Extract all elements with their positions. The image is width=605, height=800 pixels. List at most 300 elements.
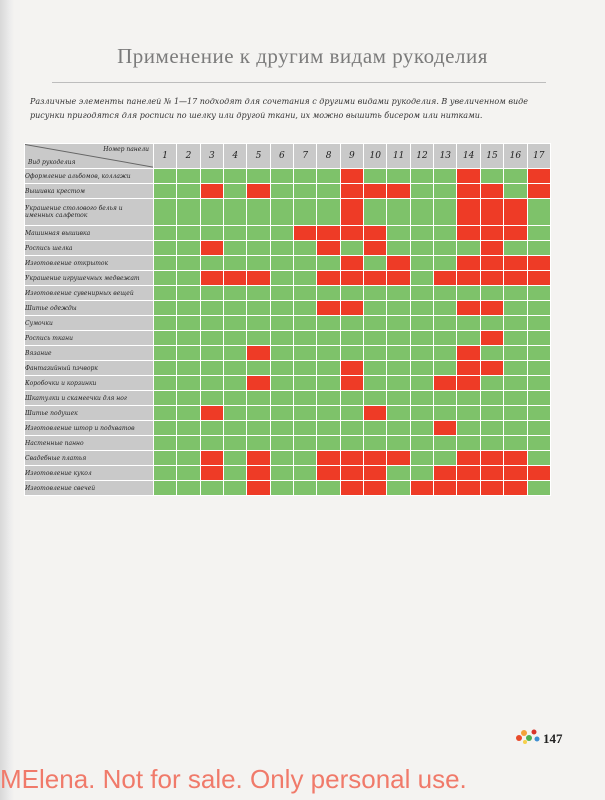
cell-suitable xyxy=(270,301,293,316)
cell-suitable xyxy=(177,481,200,496)
column-header-panel-10: 10 xyxy=(364,144,387,169)
cell-recommended xyxy=(457,226,480,241)
cell-recommended xyxy=(340,481,363,496)
cell-suitable xyxy=(294,256,317,271)
cell-suitable xyxy=(270,169,293,184)
cell-suitable xyxy=(270,271,293,286)
cell-suitable xyxy=(410,451,433,466)
cell-suitable xyxy=(410,421,433,436)
cell-suitable xyxy=(387,346,410,361)
cell-suitable xyxy=(154,346,177,361)
table-row xyxy=(25,376,551,391)
cell-suitable xyxy=(177,199,200,226)
cell-recommended xyxy=(364,451,387,466)
cell-suitable xyxy=(154,184,177,199)
cell-recommended xyxy=(457,169,480,184)
cell-suitable xyxy=(364,391,387,406)
cell-recommended xyxy=(504,199,527,226)
cell-recommended xyxy=(527,271,551,286)
cell-suitable xyxy=(294,241,317,256)
cell-suitable xyxy=(387,466,410,481)
cell-suitable xyxy=(177,391,200,406)
cell-suitable xyxy=(480,346,503,361)
cell-suitable xyxy=(200,316,223,331)
table-row xyxy=(25,169,551,184)
cell-suitable xyxy=(224,391,247,406)
cell-recommended xyxy=(364,226,387,241)
intro-text: Различные элементы панелей № 1—17 подходят для сочетания с другими видами рукоделия. В увеличенном виде рисунки пригодятся для росписи по шелку или другой ткани, их можно вышить бисером или нитками. xyxy=(30,97,528,120)
row-label: Шкатулки и скамеечки для ног xyxy=(25,391,154,406)
cell-suitable xyxy=(177,466,200,481)
cell-suitable xyxy=(200,421,223,436)
cell-suitable xyxy=(270,316,293,331)
cell-recommended xyxy=(434,376,457,391)
row-label: Изготовление открыток xyxy=(25,256,154,271)
cell-suitable xyxy=(177,256,200,271)
cell-recommended xyxy=(340,184,363,199)
cell-suitable xyxy=(410,466,433,481)
cell-suitable xyxy=(457,286,480,301)
cell-suitable xyxy=(340,391,363,406)
cell-suitable xyxy=(224,361,247,376)
cell-suitable xyxy=(364,361,387,376)
cell-suitable xyxy=(270,241,293,256)
cell-recommended xyxy=(224,271,247,286)
table-row xyxy=(25,301,551,316)
cell-suitable xyxy=(480,169,503,184)
column-header-panel-5: 5 xyxy=(247,144,270,169)
cell-recommended xyxy=(480,271,503,286)
cell-recommended xyxy=(340,226,363,241)
row-label: Машинная вышивка xyxy=(25,226,154,241)
cell-suitable xyxy=(270,361,293,376)
column-header-panel-1: 1 xyxy=(154,144,177,169)
cell-suitable xyxy=(317,184,340,199)
cell-suitable xyxy=(364,346,387,361)
cell-recommended xyxy=(364,184,387,199)
cell-suitable xyxy=(224,184,247,199)
cell-suitable xyxy=(387,301,410,316)
cell-suitable xyxy=(527,406,551,421)
cell-suitable xyxy=(527,346,551,361)
cell-suitable xyxy=(387,361,410,376)
cell-suitable xyxy=(410,391,433,406)
column-header-panel-17: 17 xyxy=(527,144,551,169)
column-header-panel-7: 7 xyxy=(294,144,317,169)
cell-suitable xyxy=(317,391,340,406)
cell-recommended xyxy=(457,346,480,361)
cell-suitable xyxy=(387,331,410,346)
cell-suitable xyxy=(200,199,223,226)
cell-suitable xyxy=(270,436,293,451)
cell-recommended xyxy=(200,451,223,466)
cell-recommended xyxy=(480,199,503,226)
cell-suitable xyxy=(387,226,410,241)
cell-recommended xyxy=(457,199,480,226)
cell-suitable xyxy=(294,316,317,331)
needlework-compatibility-table xyxy=(24,143,551,496)
cell-recommended xyxy=(480,301,503,316)
cell-recommended xyxy=(457,451,480,466)
table-row xyxy=(25,391,551,406)
cell-recommended xyxy=(504,451,527,466)
cell-suitable xyxy=(410,286,433,301)
cell-suitable xyxy=(270,391,293,406)
cell-suitable xyxy=(177,301,200,316)
cell-suitable xyxy=(270,406,293,421)
cell-suitable xyxy=(270,226,293,241)
cell-suitable xyxy=(340,286,363,301)
row-label: Оформление альбомов, коллажи xyxy=(25,169,154,184)
cell-suitable xyxy=(200,346,223,361)
column-header-panel-13: 13 xyxy=(434,144,457,169)
cell-suitable xyxy=(247,226,270,241)
cell-suitable xyxy=(387,436,410,451)
cell-recommended xyxy=(527,169,551,184)
cell-suitable xyxy=(457,316,480,331)
cell-suitable xyxy=(154,256,177,271)
cell-recommended xyxy=(434,481,457,496)
cell-suitable xyxy=(294,331,317,346)
cell-suitable xyxy=(154,301,177,316)
cell-recommended xyxy=(434,271,457,286)
cell-suitable xyxy=(317,256,340,271)
row-label: Настенные панно xyxy=(25,436,154,451)
table-row xyxy=(25,436,551,451)
cell-recommended xyxy=(457,376,480,391)
cell-suitable xyxy=(387,421,410,436)
row-label: Вязание xyxy=(25,346,154,361)
cell-recommended xyxy=(247,346,270,361)
cell-recommended xyxy=(480,361,503,376)
table-row xyxy=(25,256,551,271)
cell-suitable xyxy=(200,361,223,376)
corner-label-craft-type: Вид рукоделия xyxy=(28,159,76,166)
table-corner xyxy=(25,144,154,169)
cell-suitable xyxy=(504,436,527,451)
cell-suitable xyxy=(527,436,551,451)
cell-suitable xyxy=(224,331,247,346)
cell-recommended xyxy=(457,271,480,286)
cell-suitable xyxy=(177,226,200,241)
cell-suitable xyxy=(504,346,527,361)
cell-suitable xyxy=(154,481,177,496)
cell-recommended xyxy=(200,184,223,199)
table-row xyxy=(25,406,551,421)
cell-suitable xyxy=(270,184,293,199)
cell-suitable xyxy=(457,241,480,256)
cell-suitable xyxy=(200,376,223,391)
cell-suitable xyxy=(294,184,317,199)
cell-recommended xyxy=(434,421,457,436)
cell-suitable xyxy=(457,391,480,406)
cell-suitable xyxy=(294,451,317,466)
cell-recommended xyxy=(294,226,317,241)
cell-suitable xyxy=(480,391,503,406)
cell-recommended xyxy=(364,271,387,286)
cell-suitable xyxy=(270,286,293,301)
cell-suitable xyxy=(480,406,503,421)
cell-suitable xyxy=(504,391,527,406)
cell-recommended xyxy=(200,466,223,481)
cell-suitable xyxy=(177,331,200,346)
cell-recommended xyxy=(364,466,387,481)
cell-suitable xyxy=(224,406,247,421)
cell-suitable xyxy=(200,226,223,241)
cell-suitable xyxy=(224,421,247,436)
cell-suitable xyxy=(480,316,503,331)
table-row xyxy=(25,316,551,331)
column-header-panel-8: 8 xyxy=(317,144,340,169)
row-label: Изготовление кукол xyxy=(25,466,154,481)
cell-recommended xyxy=(247,271,270,286)
cell-suitable xyxy=(224,241,247,256)
cell-suitable xyxy=(200,391,223,406)
cell-suitable xyxy=(294,301,317,316)
cell-suitable xyxy=(527,286,551,301)
column-header-panel-3: 3 xyxy=(200,144,223,169)
cell-recommended xyxy=(340,271,363,286)
cell-suitable xyxy=(457,436,480,451)
cell-suitable xyxy=(224,226,247,241)
cell-suitable xyxy=(340,241,363,256)
cell-suitable xyxy=(270,481,293,496)
table-row xyxy=(25,241,551,256)
cell-suitable xyxy=(154,406,177,421)
cell-suitable xyxy=(434,184,457,199)
cell-suitable xyxy=(410,226,433,241)
cell-suitable xyxy=(177,316,200,331)
row-label: Фантазийный пэчворк xyxy=(25,361,154,376)
cell-suitable xyxy=(434,301,457,316)
cell-suitable xyxy=(224,286,247,301)
cell-recommended xyxy=(504,256,527,271)
cell-suitable xyxy=(294,346,317,361)
cell-suitable xyxy=(294,466,317,481)
cell-suitable xyxy=(224,316,247,331)
cell-suitable xyxy=(294,421,317,436)
cell-suitable xyxy=(224,451,247,466)
table-row xyxy=(25,421,551,436)
cell-recommended xyxy=(364,241,387,256)
cell-suitable xyxy=(504,421,527,436)
cell-suitable xyxy=(224,346,247,361)
cell-suitable xyxy=(317,346,340,361)
cell-suitable xyxy=(527,361,551,376)
cell-suitable xyxy=(247,241,270,256)
cell-suitable xyxy=(177,241,200,256)
cell-suitable xyxy=(270,451,293,466)
table-row xyxy=(25,466,551,481)
cell-recommended xyxy=(247,184,270,199)
cell-recommended xyxy=(340,376,363,391)
cell-suitable xyxy=(527,226,551,241)
cell-recommended xyxy=(480,451,503,466)
cell-recommended xyxy=(340,256,363,271)
flower-ornament-icon xyxy=(514,726,542,750)
cell-suitable xyxy=(340,346,363,361)
cell-suitable xyxy=(504,169,527,184)
cell-suitable xyxy=(410,331,433,346)
cell-suitable xyxy=(154,376,177,391)
cell-suitable xyxy=(294,286,317,301)
cell-recommended xyxy=(247,451,270,466)
cell-suitable xyxy=(224,481,247,496)
cell-recommended xyxy=(457,184,480,199)
cell-recommended xyxy=(247,466,270,481)
cell-suitable xyxy=(410,184,433,199)
cell-suitable xyxy=(504,331,527,346)
cell-recommended xyxy=(340,361,363,376)
cell-suitable xyxy=(224,376,247,391)
cell-suitable xyxy=(387,316,410,331)
row-label: Роспись шелка xyxy=(25,241,154,256)
cell-suitable xyxy=(434,316,457,331)
cell-recommended xyxy=(247,376,270,391)
cell-suitable xyxy=(317,406,340,421)
cell-suitable xyxy=(224,466,247,481)
cell-suitable xyxy=(364,331,387,346)
cell-suitable xyxy=(154,361,177,376)
table-row xyxy=(25,271,551,286)
cell-recommended xyxy=(200,406,223,421)
row-label: Свадебные платья xyxy=(25,451,154,466)
row-label: Украшение игрушечных медвежат xyxy=(25,271,154,286)
cell-suitable xyxy=(457,331,480,346)
cell-suitable xyxy=(527,241,551,256)
cell-suitable xyxy=(410,169,433,184)
cell-suitable xyxy=(154,436,177,451)
cell-recommended xyxy=(457,256,480,271)
cell-suitable xyxy=(270,421,293,436)
cell-suitable xyxy=(200,481,223,496)
cell-recommended xyxy=(480,331,503,346)
cell-suitable xyxy=(364,169,387,184)
cell-recommended xyxy=(317,271,340,286)
cell-suitable xyxy=(387,376,410,391)
cell-suitable xyxy=(247,421,270,436)
cell-suitable xyxy=(387,406,410,421)
cell-suitable xyxy=(527,301,551,316)
cell-suitable xyxy=(504,241,527,256)
cell-suitable xyxy=(480,436,503,451)
cell-suitable xyxy=(410,199,433,226)
cell-suitable xyxy=(200,286,223,301)
cell-suitable xyxy=(200,301,223,316)
cell-suitable xyxy=(317,361,340,376)
cell-suitable xyxy=(364,376,387,391)
cell-suitable xyxy=(177,169,200,184)
column-header-panel-16: 16 xyxy=(504,144,527,169)
cell-suitable xyxy=(247,406,270,421)
cell-recommended xyxy=(340,466,363,481)
row-label: Шитье подушек xyxy=(25,406,154,421)
table-row xyxy=(25,361,551,376)
cell-suitable xyxy=(247,199,270,226)
cell-recommended xyxy=(317,226,340,241)
cell-suitable xyxy=(527,199,551,226)
cell-suitable xyxy=(527,391,551,406)
cell-suitable xyxy=(527,421,551,436)
cell-recommended xyxy=(527,256,551,271)
cell-recommended xyxy=(457,466,480,481)
table-row xyxy=(25,346,551,361)
table-row xyxy=(25,226,551,241)
cell-suitable xyxy=(177,436,200,451)
cell-suitable xyxy=(410,316,433,331)
cell-suitable xyxy=(247,316,270,331)
cell-suitable xyxy=(410,256,433,271)
cell-suitable xyxy=(364,301,387,316)
column-header-panel-4: 4 xyxy=(224,144,247,169)
cell-suitable xyxy=(247,331,270,346)
cell-recommended xyxy=(480,241,503,256)
cell-recommended xyxy=(364,406,387,421)
table-row xyxy=(25,331,551,346)
row-label: Изготовление штор и подхватов xyxy=(25,421,154,436)
cell-suitable xyxy=(200,436,223,451)
cell-suitable xyxy=(317,286,340,301)
column-header-panel-15: 15 xyxy=(480,144,503,169)
cell-recommended xyxy=(200,241,223,256)
watermark-text: MElena. Not for sale. Only personal use. xyxy=(0,764,467,794)
cell-suitable xyxy=(177,406,200,421)
cell-recommended xyxy=(317,451,340,466)
cell-recommended xyxy=(504,271,527,286)
cell-suitable xyxy=(177,286,200,301)
cell-suitable xyxy=(154,271,177,286)
cell-suitable xyxy=(504,376,527,391)
cell-recommended xyxy=(504,226,527,241)
cell-suitable xyxy=(340,331,363,346)
cell-suitable xyxy=(247,286,270,301)
table-row xyxy=(25,286,551,301)
cell-suitable xyxy=(270,199,293,226)
page-title: Применение к другим видам рукоделия xyxy=(117,44,488,68)
cell-recommended xyxy=(504,466,527,481)
column-header-panel-2: 2 xyxy=(177,144,200,169)
cell-suitable xyxy=(434,436,457,451)
cell-suitable xyxy=(340,316,363,331)
cell-suitable xyxy=(504,361,527,376)
cell-recommended xyxy=(317,301,340,316)
cell-suitable xyxy=(247,256,270,271)
cell-suitable xyxy=(504,301,527,316)
cell-suitable xyxy=(457,406,480,421)
cell-suitable xyxy=(224,256,247,271)
cell-suitable xyxy=(177,271,200,286)
cell-suitable xyxy=(270,376,293,391)
cell-suitable xyxy=(177,184,200,199)
cell-suitable xyxy=(294,271,317,286)
cell-suitable xyxy=(434,391,457,406)
cell-recommended xyxy=(317,466,340,481)
cell-recommended xyxy=(340,301,363,316)
cell-recommended xyxy=(480,184,503,199)
cell-suitable xyxy=(224,301,247,316)
cell-suitable xyxy=(410,406,433,421)
cell-suitable xyxy=(527,451,551,466)
cell-suitable xyxy=(434,406,457,421)
row-label: Изготовление сувенирных вещей xyxy=(25,286,154,301)
row-label: Изготовление свечей xyxy=(25,481,154,496)
cell-suitable xyxy=(364,436,387,451)
cell-suitable xyxy=(457,421,480,436)
cell-recommended xyxy=(480,481,503,496)
cell-suitable xyxy=(200,331,223,346)
cell-suitable xyxy=(410,361,433,376)
cell-suitable xyxy=(410,301,433,316)
